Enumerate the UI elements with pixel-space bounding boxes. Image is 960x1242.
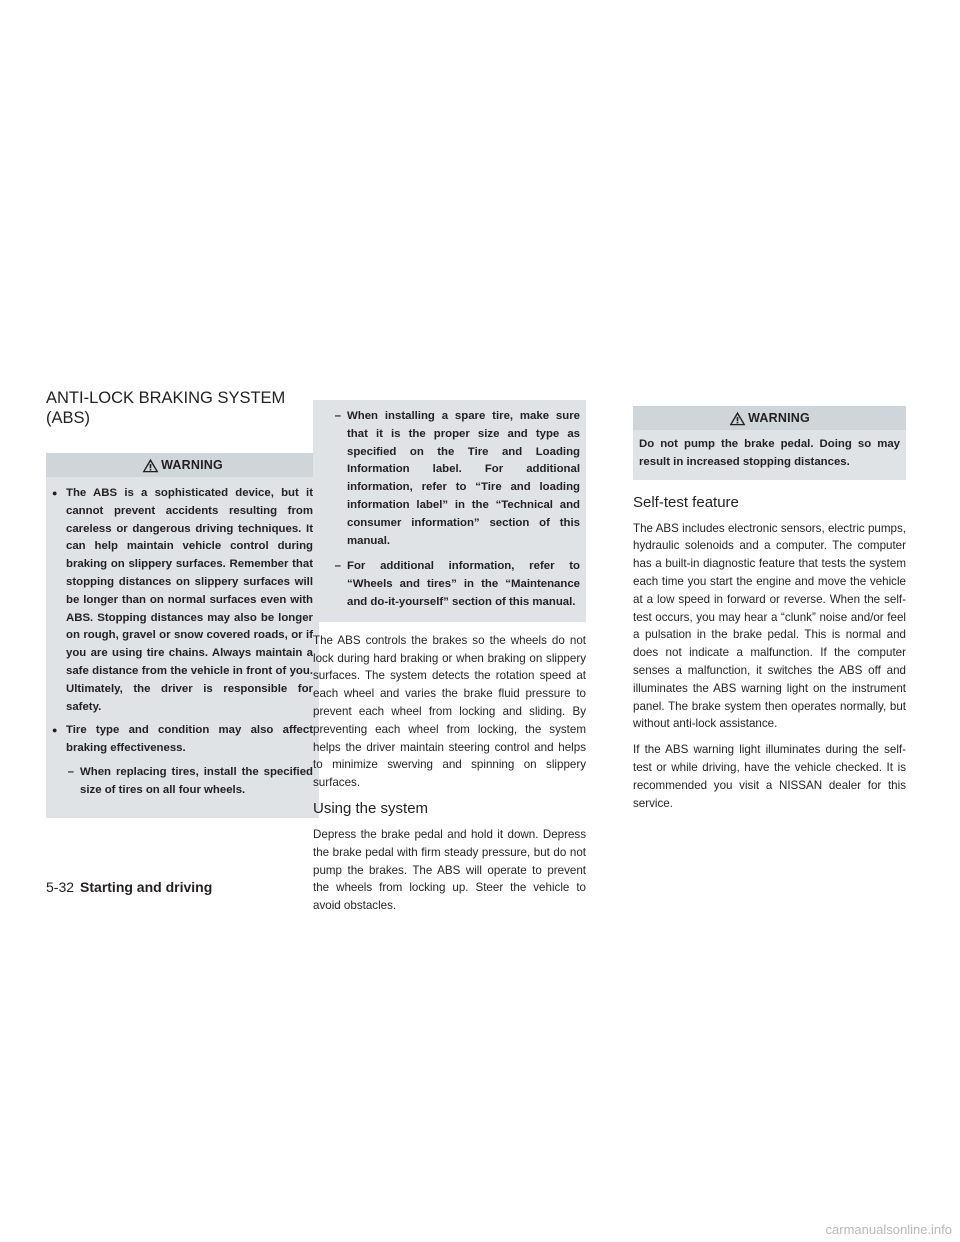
footer-section-name: Starting and driving bbox=[80, 879, 213, 895]
dash-marker: – bbox=[67, 765, 74, 778]
warning-subitem bbox=[319, 558, 580, 611]
body-paragraph: The ABS controls the brakes so the wheels do not lock during hard braking or when braking on slippery surfaces. The system detects the rotation speed at each wheel and varies the brake fluid pressure to prevent each wheel from locking and sliding. By preventing each wheel from locking, the system helps the driver maintain steering control and helps to minimize swerving and spinning on slippery surfaces. bbox=[313, 633, 586, 790]
bullet-icon: ● bbox=[52, 488, 58, 498]
page-number: 5-32 bbox=[46, 879, 75, 895]
warning-body bbox=[46, 477, 319, 818]
subitem-text: When installing a spare tire, make sure that it is the proper size and type as specified on the Tire and Loading Information label. For additional information, refer to “Tire and loading information label” in the “Technical and consumer information” section of this manual. bbox=[347, 410, 580, 547]
page-footer bbox=[46, 878, 212, 896]
column-2 bbox=[313, 400, 586, 923]
subheading: Self-test feature bbox=[633, 493, 739, 511]
warning-subitem bbox=[52, 764, 313, 800]
dash-marker: – bbox=[334, 410, 341, 422]
warning-triangle-icon bbox=[142, 458, 159, 473]
warning-label: WARNING bbox=[161, 458, 223, 472]
warning-header bbox=[633, 406, 906, 430]
warning-header bbox=[46, 453, 319, 477]
column-1 bbox=[46, 453, 319, 818]
watermark: carmanualsonline.info bbox=[825, 1222, 952, 1237]
dash-marker: – bbox=[334, 560, 341, 573]
body-paragraph: If the ABS warning light illuminates during the self-test or while driving, have the vehicle checked. It is recommended you visit a NISSAN dealer for this service. bbox=[633, 743, 906, 810]
body-paragraph: The ABS includes electronic sensors, electric pumps, hydraulic solenoids and a computer. The computer has a built-in diagnostic feature that tests the system each time you start the engine and move the vehicle at a low speed in forward or reverse. When the self-test occurs, you may hear a “clunk” noise and/or feel a pulsation in the brake pedal. This is normal and does not indicate a malfunction. If the computer senses a malfunction, it switches the ABS off and illuminates the ABS warning light on the instrument panel. The brake system then operates normally, but without anti-lock assistance. bbox=[633, 521, 906, 731]
warning-box-1 bbox=[46, 453, 319, 818]
subitem-text: When replacing tires, install the specified size of tires on all four wheels. bbox=[80, 765, 313, 796]
subheading: Using the system bbox=[313, 799, 429, 817]
bullet-text: The ABS is a sophisticated device, but it cannot prevent accidents resulting from careless or dangerous driving techniques. It can help maintain vehicle control during braking on slippery surfaces. Remember that stopping distances on slippery surfaces will be longer than on normal surfaces even with ABS. Stopping distances may also be longer on rough, gravel or snow covered roads, or if you are using tire chains. Always maintain a safe distance from the vehicle in front of you. Ultimately, the driver is responsible for safety. bbox=[66, 487, 313, 713]
body-paragraph: Depress the brake pedal and hold it down. Depress the brake pedal with firm steady pressure, but do not pump the brakes. The ABS will operate to prevent the wheels from locking up. Steer the vehicle to avoid obstacles. bbox=[313, 827, 586, 913]
bullet-icon: ● bbox=[52, 725, 58, 736]
warning-box-2 bbox=[633, 406, 906, 480]
subitem-text: For additional information, refer to “Wheels and tires” in the “Maintenance and do-it-yourself” section of this manual. bbox=[347, 560, 580, 608]
warning-bullet bbox=[52, 722, 313, 758]
warning-text: Do not pump the brake pedal. Doing so may result in increased stopping distances. bbox=[639, 438, 900, 468]
bullet-text: Tire type and condition may also affect braking effectiveness. bbox=[66, 724, 313, 755]
warning-label: WARNING bbox=[748, 411, 810, 425]
warning-subitem bbox=[319, 408, 580, 550]
warning-triangle-icon bbox=[729, 411, 746, 426]
warning-body bbox=[633, 430, 906, 480]
warning-bullet bbox=[52, 485, 313, 716]
warning-box-continued bbox=[313, 400, 586, 622]
column-3 bbox=[633, 406, 906, 820]
section-title: ANTI-LOCK BRAKING SYSTEM (ABS) bbox=[46, 389, 286, 428]
warning-body bbox=[313, 400, 586, 622]
